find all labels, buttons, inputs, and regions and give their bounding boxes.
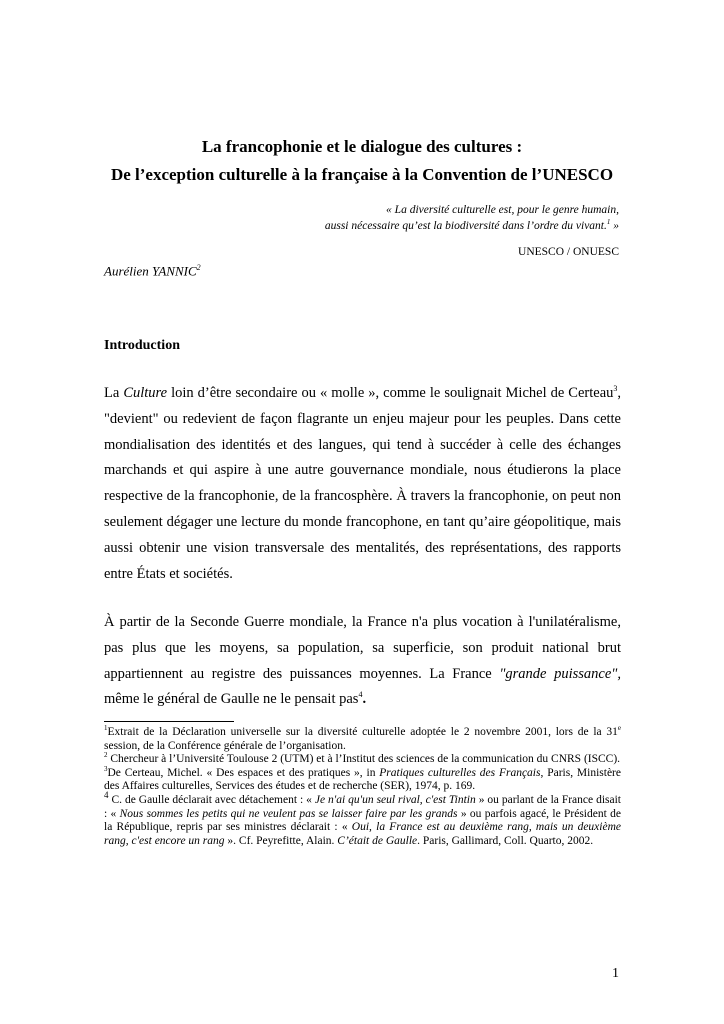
footnote-4-a: C. de Gaulle déclarait avec détachement : « xyxy=(108,793,315,806)
paragraph-2 xyxy=(104,610,621,713)
footnotes xyxy=(104,726,621,848)
footnote-4-c: » ou parlant de la France disait : « xyxy=(104,793,621,820)
author-name xyxy=(104,263,201,279)
footnote-4-quote-3: Oui, la France est au deuxième rang, mais un deuxième rang, c'est encore un rang xyxy=(104,821,621,847)
footnote-1-text-end: session, de la Conférence générale de l’organisation. xyxy=(104,739,346,752)
footnote-2-number: 2 xyxy=(104,751,108,760)
paragraph-1 xyxy=(104,381,621,587)
epigraph-line-2 xyxy=(325,218,619,232)
title-line-2: De l’exception culturelle à la française à la Convention de l’UNESCO xyxy=(110,165,614,184)
footnote-4 xyxy=(104,790,621,848)
footnote-2-text: Chercheur à l’Université Toulouse 2 (UTM) et à l’Institut des sciences de la communication du CNRS (ISCC). xyxy=(107,753,621,766)
epigraph-line-2-end: » xyxy=(610,219,619,232)
footnote-3-text: De Certeau, Michel. « Des espaces et des pratiques », in xyxy=(107,766,380,779)
footnote-4-number: 4 xyxy=(104,790,109,801)
footnote-separator xyxy=(104,721,234,722)
footnote-4-book-title: C’était de Gaulle xyxy=(337,834,418,847)
paragraph-1-mid: loin d’être secondaire ou « molle », comme le soulignait Michel de Certeau xyxy=(167,385,614,401)
footnote-4-g: ». Cf. Peyrefitte, Alain. xyxy=(224,834,338,847)
title-line-1: La francophonie et le dialogue des cultures : xyxy=(201,137,523,156)
section-heading: Introduction xyxy=(104,338,180,353)
paragraph-2-mid: même le général de Gaulle ne le pensait pas xyxy=(104,691,359,708)
epigraph-source: UNESCO / ONUESC xyxy=(518,246,619,258)
footnote-3 xyxy=(104,764,621,794)
footnote-4-e: » ou parfois agacé, le Président de la République, repris par ses ministres déclarait : « xyxy=(104,807,621,834)
footnote-ref-1[interactable]: 1 xyxy=(606,218,611,226)
footnote-1-number: 1 xyxy=(104,724,108,733)
footnote-4-i: . Paris, Gallimard, Coll. Quarto, 2002. xyxy=(417,834,594,847)
footnote-2 xyxy=(104,753,621,767)
paragraph-2-end: . xyxy=(362,691,367,708)
footnote-4-quote-2: Nous sommes les petits qui ne veulent pas se laisser faire par les grands xyxy=(119,807,458,820)
author-name-text: Aurélien YANNIC xyxy=(104,263,197,279)
paragraph-2-italic: "grande puissance", xyxy=(499,665,621,682)
footnote-ref-3[interactable]: 3 xyxy=(613,384,618,394)
footnote-3-italic: Pratiques culturelles des Français xyxy=(379,766,541,779)
footnote-4-quote-1: Je n'ai qu'un seul rival, c'est Tintin xyxy=(314,793,476,806)
footnote-ref-4[interactable]: 4 xyxy=(358,690,363,700)
paragraph-1-start: La xyxy=(104,385,124,401)
paragraph-1-rest: , "devient" ou redevient de façon flagrante un enjeu majeur pour les peuples. Dans cette mondialisation des identités et des langues, qui tend à succéder à celle des échanges marchands et qui aspire à une autre gouvernance mondiale, nous étudierons la place respective de la francophonie, de la francosphère. À travers la francophonie, on peut non seulement dégager une lecture du monde francophone, en tant qu’aire géopolitique, mais aussi obtenir une vision transversale des mentalités, des représentations, des rapports entre États et sociétés. xyxy=(104,385,622,582)
paragraph-2-start: À partir de la Seconde Guerre mondiale, la France n'a plus vocation à l'unilatéralisme, pas plus que les moyens, sa population, sa superficie, son produit national brut appartiennent au registre des puissances moyennes. La France xyxy=(104,614,621,682)
footnote-ref-2[interactable]: 2 xyxy=(196,263,201,272)
footnote-3-text-end: , Paris, Ministère des Affaires culturelles, Services des études et de recherche (SER), 1974, p. 169. xyxy=(104,766,621,793)
epigraph-line-1: « La diversité culturelle est, pour le genre humain, xyxy=(386,204,619,216)
epigraph-line-2-text: aussi nécessaire qu’est la biodiversité dans l’ordre du vivant. xyxy=(324,219,607,232)
page-number: 1 xyxy=(612,966,619,981)
footnote-1-text: Extrait de la Déclaration universelle sur la diversité culturelle adoptée le 2 novembre 2001, lors de la 31 xyxy=(107,726,618,738)
footnote-1 xyxy=(104,726,621,753)
paragraph-1-italic: Culture xyxy=(123,385,168,401)
footnote-1-sup: e xyxy=(617,724,621,733)
footnote-3-number: 3 xyxy=(104,764,108,773)
